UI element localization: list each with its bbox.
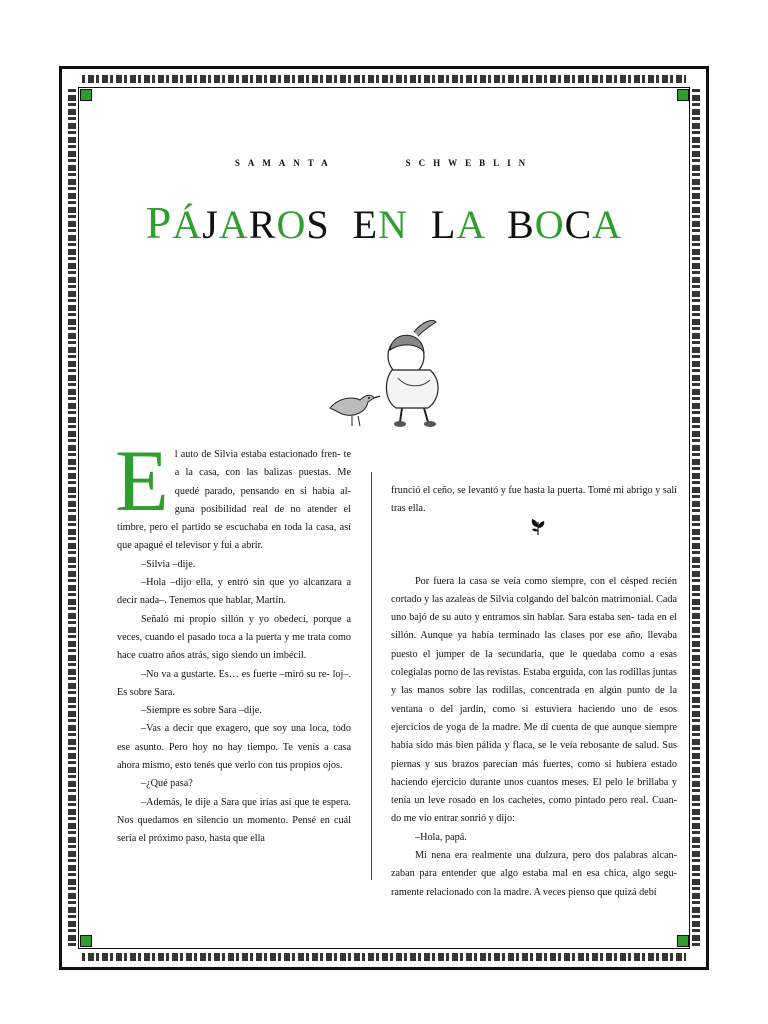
paragraph-text: l auto de Silvia estaba estacionado fren- te a la casa, con las balizas puestas. Me quedé parado, pensando en si había al- guna posibilidad real de no atender el timbre, pero el partido se escuchaba en toda la casa, así que apagué el televisor y fui a abrir. [117, 449, 351, 552]
title-letter: O [534, 202, 565, 247]
title-letter: E [352, 202, 379, 247]
left-text-column [115, 433, 351, 849]
paragraph: –Hola, papá. [415, 831, 467, 843]
title-letter: A [218, 202, 249, 247]
border-band-bottom [82, 953, 686, 961]
author-last-name: SCHWEBLIN [405, 158, 534, 168]
title-letter: R [248, 202, 277, 247]
paragraph: –Hola –dijo ella, y entró sin que yo alcanzara a decir nada–. Tenemos que hablar, Martín. [117, 577, 351, 607]
right-text-column [391, 482, 677, 902]
column-divider [371, 472, 372, 880]
title-letter: P [145, 197, 173, 248]
paragraph: –Siempre es sobre Sara –dije. [141, 705, 262, 717]
author-first-name: SAMANTA [234, 158, 336, 168]
title-letter: S [306, 202, 330, 247]
corner-square-icon [80, 89, 92, 101]
title-letter: A [456, 202, 485, 247]
corner-square-icon [677, 89, 689, 101]
leaf-ornament-icon [530, 518, 546, 536]
paragraph: frunció el ceño, se levantó y fue hasta la puerta. Tomé mi abrigo y salí tras ella. [391, 485, 677, 515]
paragraph: –No va a gustarte. Es… es fuerte –miró su re- loj–. Es sobre Sara. [117, 668, 351, 698]
paragraph: Señaló mi propio sillón y yo obedecí, porque a veces, cuando el pasado toca a la puerta y me trata como hace cuatro años atrás, sigo siendo un imbécil. [117, 613, 351, 662]
title-letter: N [378, 202, 408, 247]
corner-square-icon [677, 935, 689, 947]
drop-cap: E [115, 433, 169, 530]
title-letter: Á [172, 202, 203, 247]
story-title [0, 196, 768, 249]
title-letter: A [592, 202, 623, 247]
border-band-top [82, 75, 686, 83]
title-letter: O [276, 202, 307, 247]
title-letter: B [507, 202, 535, 247]
paragraph: –¿Qué pasa? [141, 778, 193, 790]
title-letter: L [430, 202, 457, 247]
paragraph: –Vas a decir que exagero, que soy una loca, todo ese asunto. Pero hoy no hay tiempo. Te venís a casa ahora mismo, esto tenés que verlo con tus propios ojos. [117, 723, 351, 772]
paragraph: –Además, le dije a Sara que irías así que te espera. Nos quedamos en silencio un momento. Pensé en cuál sería el próximo paso, hasta que ella [117, 796, 351, 845]
paragraph: Por fuera la casa se veía como siempre, con el césped recién cortado y las azaleas de Silvia colgando del balcón matrimonial. Cada uno bajó de su auto y entramos sin hablar. Sara estaba sen- tada en el sillón. Aunque ya había terminado las clases por ese año, llevaba puesto el jumper de la secundaria, que le quedaba como a esas colegialas porno de las revistas. Estaba erguida, con las rodillas juntas y las manos sobre las rodillas, concentrada en algún punto de la ventana o del jardín, como si estuviera haciendo uno de esos ejercicios de yoga de la madre. Me di cuenta de que aunque siempre había sido más bien pálida y flaca, se le veía rebosante de salud. Sus piernas y sus brazos parecían más fuertes, como si hubiera estado haciendo ejercicio durante unos cuantos meses. El pelo le brillaba y tenía un leve rosado en los cachetes, como pintado pero real. Cuan- do me vio entrar sonrió y dijo: [391, 575, 677, 825]
author-name [0, 158, 768, 168]
paragraph: –Silvia –dije. [141, 558, 196, 570]
corner-square-icon [80, 935, 92, 947]
paragraph: Mi nena era realmente una dulzura, pero dos palabras alcan- zaban para entender que algo estaba mal en esa chica, algo segu- ramente relacionado con la madre. A veces pienso que quizá debí [391, 850, 677, 898]
girl-crouching-with-bird-icon [318, 308, 458, 438]
title-letter: C [564, 202, 593, 247]
paragraph [115, 433, 351, 556]
title-letter: J [202, 202, 219, 247]
